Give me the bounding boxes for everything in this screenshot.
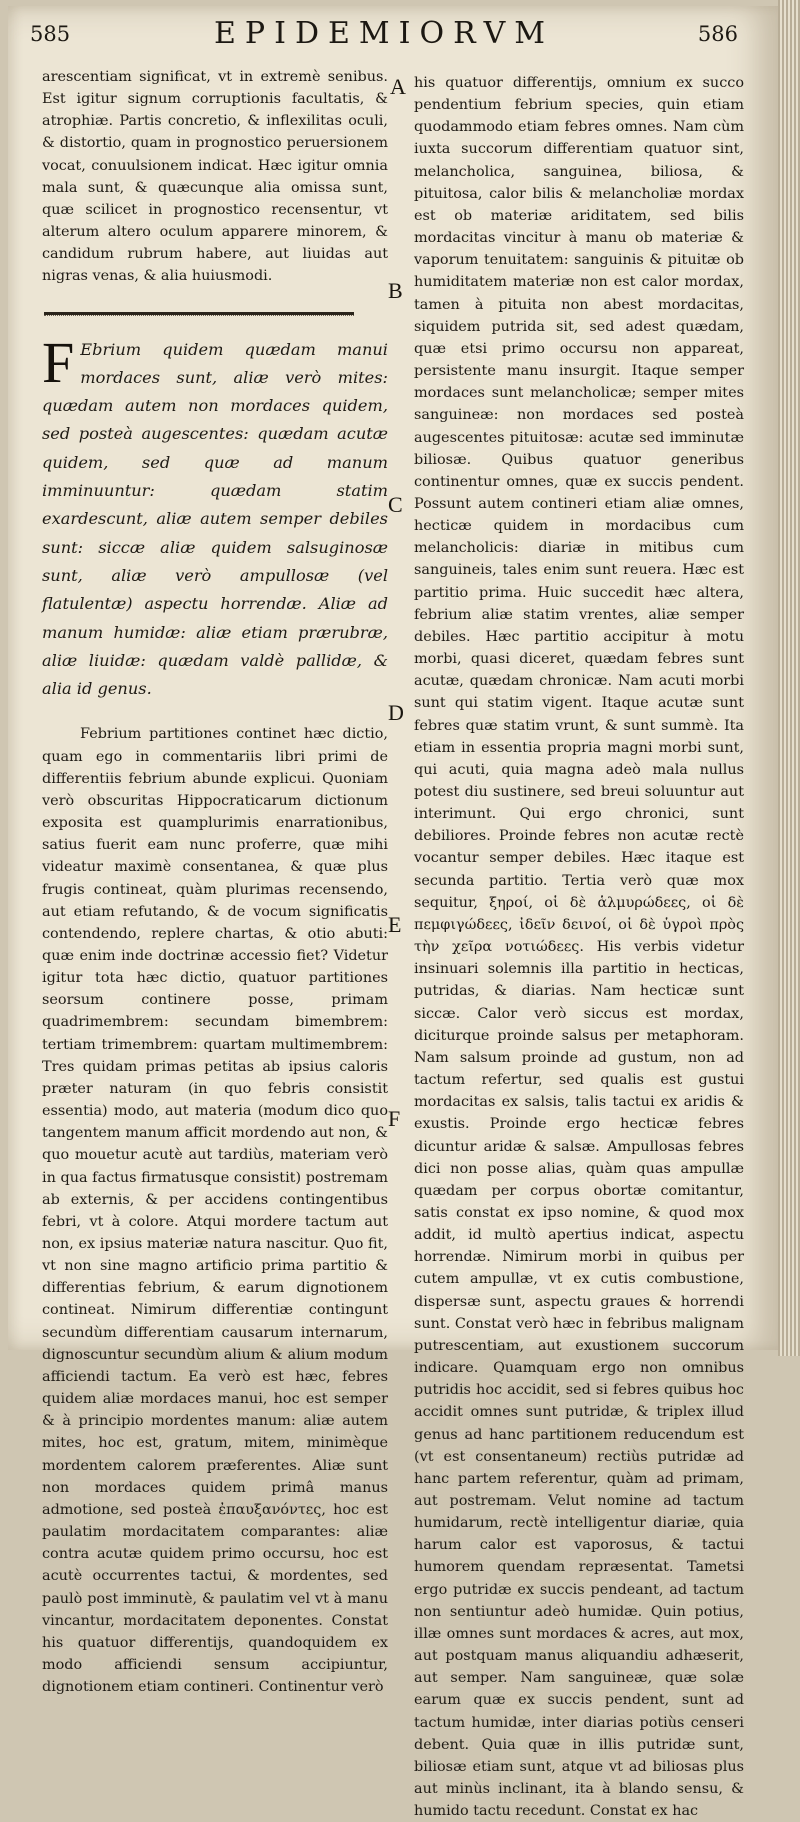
- page-number-right: 586: [697, 22, 738, 46]
- aphorism-block: [42, 329, 388, 704]
- page-header: [30, 16, 738, 52]
- page-edge-stack: [778, 0, 800, 1356]
- margin-letter-a: A: [390, 74, 406, 99]
- running-title: EPIDEMIORVM: [214, 16, 554, 51]
- right-column-text: his quatuor differentijs, omnium ex succo pendentium febrium species, quin etiam quodammodo etiam febres omnes. Nam cùm iuxta succorum differentiam quatuor sint, melancholica, sanguinea, biliosa, & pituitosa, calor bilis & melancholiæ mordax est ob materiæ ariditatem, sed bilis mordacitas vincitur à manu ob materiæ & vaporum tenuitatem: sanguinis & pituitæ ob humiditatem materiæ non est calor mordax, tamen à pituita non abest mordacitas, siquidem putrida sit, sed adest quædam, quæ etsi primo occursu non appareat, persistente manu insurgit. Itaque semper mordaces sunt melancholicæ; semper mites sanguineæ: non mordaces sed posteà augescentes pituitosæ: acutæ sed imminutæ biliosæ. Quibus quatuor generibus continentur omnes, quæ ex succis pendent. Possunt autem contineri etiam aliæ omnes, hecticæ quidem in mordacibus cum melancholicis: diariæ in mitibus cum sanguineis, tales enim sunt reuera. Hæc est partitio prima. Huic succedit hæc altera, febrium aliæ statim vrentes, aliæ semper debiles. Hæc partitio accipitur à motu morbi, quasi diceret, quædam febres sunt acutæ, quædam chronicæ. Nam acuti morbi sunt qui statim vigent. Itaque acutæ sunt febres quæ statim vrunt, & sunt summè. Ita etiam in essentia propria magni morbi sunt, qui acuti, quia magna adeò mala nullus potest diu sustinere, sed breui soluuntur aut interimunt. Qui ergo chronici, sunt debiliores. Proinde febres non acutæ rectè vocantur semper debiles. Hæc itaque est secunda partitio. Tertia verò quæ mox sequitur, ξηροί, οἱ δὲ ἁλμυρώδεες, οἱ δὲ πεμφιγώδεες, ἰδεῖν δεινοί, οἱ δὲ ὑγροὶ πρὸς τὴν χεῖρα νοτιώδεες. His verbis videtur insinuari solemnis illa partitio in hecticas, putridas, & diarias. Nam hecticæ sunt siccæ. Calor verò siccus est mordax, diciturque proinde salsus per metaphoram. Nam salsum proinde ad gustum, non ad tactum refertur, sed qualis est gustui mordacitas ex salsis, talis tactui ex aridis & exustis. Proinde ergo hecticæ febres dicuntur aridæ & salsæ. Ampullosas febres dici non posse alias, quàm quas ampullæ quædam per corpus obortæ comitantur, satis constat ex ipso nomine, & quod mox addit, id multò apertius indicat, aspectu horrendæ. Nimirum morbi in quibus per cutem ampullæ, vt ex cutis combustione, dispersæ sunt, aspectu graues & horrendi sunt. Constat verò hæc in febribus malignam putrescentiam, aut exustionem succorum indicare. Quamquam ergo non omnibus putridis hoc accidit, sed si febres quibus hoc accidit omnes sunt putridæ, & triplex illud genus ad hanc partitionem reducendum est (vt est consentaneum) rectiùs putridæ ad hanc partem referentur, quàm ad primam, aut postremam. Velut nomine ad tactum humidarum, rectè intelligentur diariæ, quia harum calor est vaporosus, & tactui humorem quendam repræsentat. Tametsi ergo putridæ ex succis pendeant, ad tactum non sentiuntur adeò humidæ. Quin potius, illæ omnes sunt mordaces & acres, aut mox, aut postquam manus aliquandiu adhæserit, aut semper. Nam sanguineæ, quæ solæ earum quæ ex succis pendent, sunt ad tactum humidæ, inter diarias potiùs censeri debent. Quia quæ in illis putridæ sunt, biliosæ etiam sunt, atque vt ad biliosas plus aut minùs inclinant, ita à blando sensu, & humido tactu recedunt. Constat ex hac: [414, 75, 744, 1820]
- margin-letter-c: C: [388, 492, 403, 517]
- margin-letter-e: E: [388, 912, 402, 937]
- margin-letter-d: D: [388, 700, 404, 725]
- drop-cap-initial: F: [42, 329, 75, 395]
- right-column: [414, 72, 744, 1822]
- book-page: [8, 6, 778, 1820]
- commentary-paragraph: Febrium partitiones continet hæc dictio, quam ego in commentariis libri primi de differentiis febrium abunde explicui. Quoniam verò obscuritas Hippocraticarum dictionum exposita est quamplurimis enarrationibus, satius fuerit eam nunc proferre, quæ mihi videatur maximè consentanea, & quæ plus frugis contineat, quàm plurimas recensendo, aut etiam refutando, & de vocum significatis contendendo, replere chartas, & otio abuti: quæ enim inde doctrinæ accessio fiet? Videtur igitur tota hæc dictio, quatuor partitiones seorsum continere posse, primam quadrimembrem: secundam bimembrem: tertiam trimembrem: quartam multimembrem: Tres quidam primas petitas ab ipsius caloris præter naturam (in quo febris consistit essentia) modo, aut materia (modum dico quo tangentem manum afficit mordendo aut non, & quo mouetur acutè aut tardiùs, materiam verò in qua factus firmatusque consistit) postremam ab externis, & per accidens contingentibus febri, vt à colore. Atqui mordere tactum aut non, ex ipsius materiæ natura nascitur. Quo fit, vt non sine magno artificio prima partitio & differentias febrium, & earum dignotionem contineat. Nimirum differentiæ contingunt secundùm differentiam causarum internarum, dignoscuntur secundùm alium & alium modum afficiendi tactum. Ea verò est hæc, febres quidem aliæ mordaces manui, hoc est semper & à principio mordentes manum: aliæ autem mites, hoc est, gratum, mitem, minimèque mordentem calorem præferentes. Aliæ sunt non mordaces quidem primâ manus admotione, sed posteà ἐπαυξανόντες, hoc est paulatim mordacitatem comparantes: aliæ contra acutæ quidem primo occursu, hoc est acutè occurrentes tactui, & mordentes, sed paulò post imminutè, & paulatim vel vt à manu vincantur, mordacitatem deponentes. Constat his quatuor differentijs, quandoquidem ex modo afficiendi sensum accipiuntur, dignotionem etiam contineri. Continentur verò: [42, 726, 388, 1696]
- margin-letter-b: B: [388, 278, 403, 303]
- intro-paragraph: arescentiam significat, vt in extremè senibus. Est igitur signum corruptionis facultatis, & atrophiæ. Partis concretio, & inflexilitas oculi, & distortio, quam in prognostico peruersionem vocat, conuulsionem indicat. Hæc igitur omnia mala sunt, & quæcunque alia omissa sunt, quæ scilicet in prognostico recensentur, vt alterum altero oculum apparere minorem, & candidum rubrum habere, aut liuidas aut nigras venas, & alia huiusmodi.: [42, 69, 388, 285]
- section-divider: [44, 312, 354, 316]
- aphorism-text: Ebrium quidem quædam manui mordaces sunt, aliæ verò mites: quædam autem non mordaces quidem, sed posteà augescentes: quædam acutæ quidem, sed quæ ad manum imminuuntur: quædam statim exardescunt, aliæ autem semper debiles sunt: siccæ aliæ quidem salsuginosæ sunt, aliæ verò ampullosæ (vel flatulentæ) aspectu horrendæ. Aliæ ad manum humidæ: aliæ etiam prærubræ, aliæ liuidæ: quædam valdè pallidæ, & alia id genus.: [42, 339, 388, 699]
- left-column: [42, 66, 388, 1698]
- page-number-left: 585: [30, 22, 71, 46]
- margin-letter-f: F: [388, 1106, 401, 1131]
